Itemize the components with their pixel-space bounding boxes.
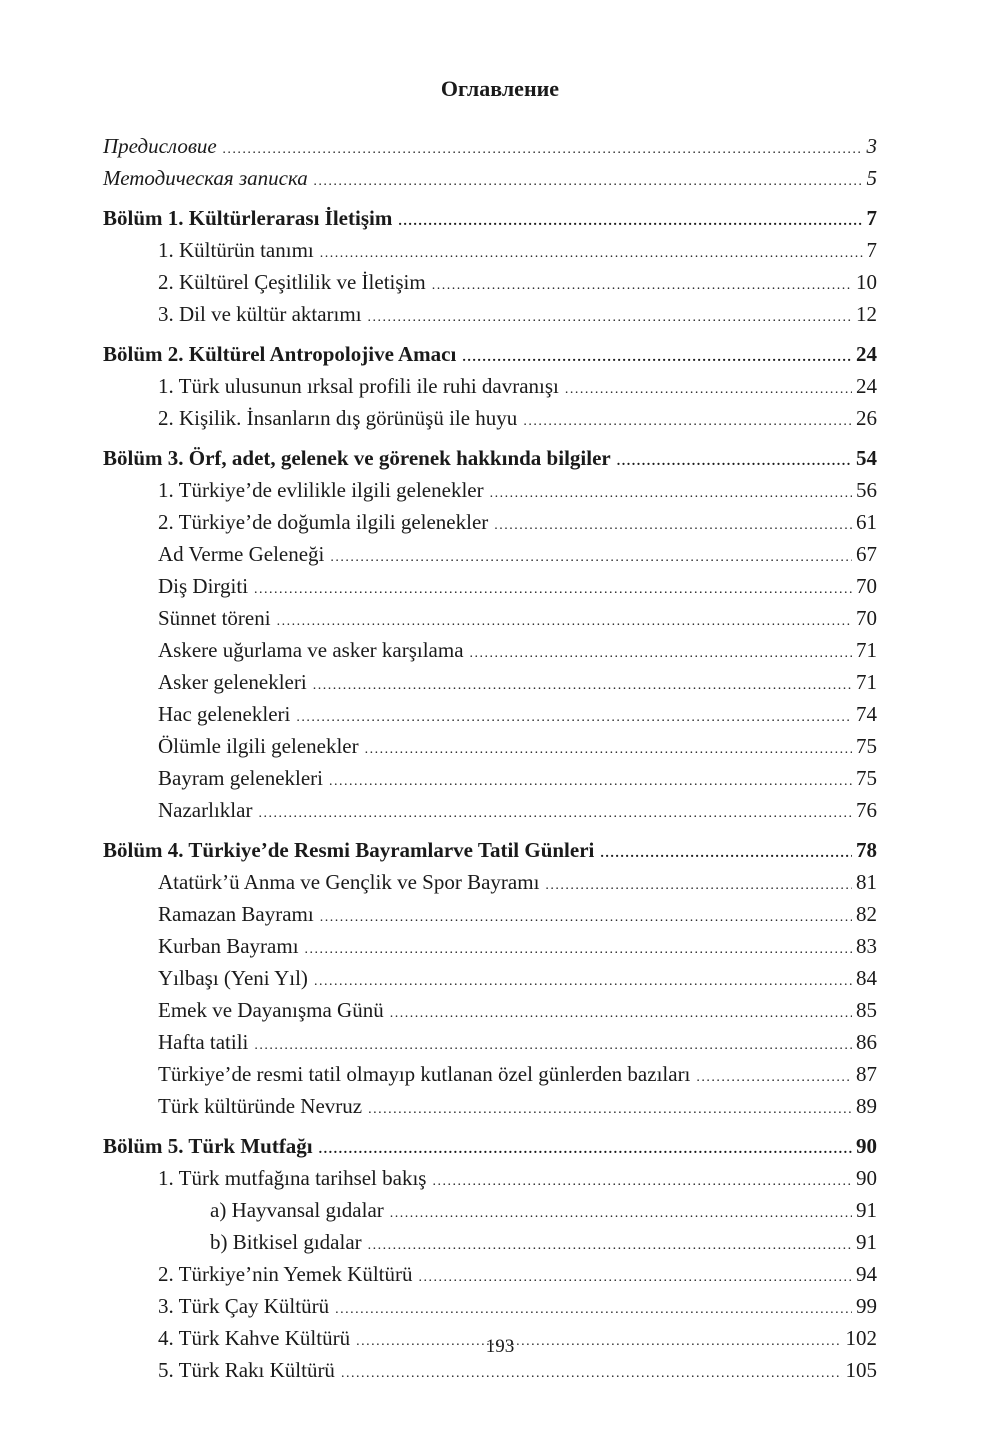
toc-chapter-heading[interactable] bbox=[0, 1132, 877, 1164]
toc-entry-page: 61 bbox=[856, 510, 877, 534]
toc-entry[interactable] bbox=[0, 796, 877, 828]
toc-entry[interactable] bbox=[0, 572, 877, 604]
toc-entry[interactable] bbox=[0, 1060, 877, 1092]
dot-leader bbox=[600, 839, 852, 868]
toc-entry-label: 5. Türk Rakı Kültürü bbox=[158, 1358, 335, 1382]
dot-leader bbox=[432, 271, 852, 300]
toc-entry[interactable] bbox=[0, 732, 877, 764]
dot-leader bbox=[419, 1263, 852, 1292]
page-number: 193 bbox=[485, 1336, 515, 1357]
toc-entry-label: Asker gelenekleri bbox=[158, 670, 307, 694]
toc-entry-page: 94 bbox=[856, 1262, 877, 1286]
toc-entry-page: 89 bbox=[856, 1094, 877, 1118]
toc-entry[interactable] bbox=[0, 372, 877, 404]
toc-entry-page: 67 bbox=[856, 542, 877, 566]
dot-leader bbox=[313, 671, 852, 700]
toc-entry[interactable] bbox=[0, 636, 877, 668]
toc-entry-label: 2. Kültürel Çeşitlilik ve İletişim bbox=[158, 270, 426, 294]
toc-entry-page: 86 bbox=[856, 1030, 877, 1054]
toc-entry-page: 71 bbox=[856, 670, 877, 694]
dot-leader bbox=[696, 1063, 852, 1092]
toc-entry[interactable] bbox=[0, 668, 877, 700]
toc-entry-page: 26 bbox=[856, 406, 877, 430]
toc-chapter-2 bbox=[0, 340, 1000, 436]
toc-entry-page: 78 bbox=[856, 838, 877, 862]
toc-entry-label: b) Bitkisel gıdalar bbox=[210, 1230, 362, 1254]
toc-entry[interactable] bbox=[0, 1356, 877, 1388]
toc-entry-page: 84 bbox=[856, 966, 877, 990]
dot-leader bbox=[254, 575, 852, 604]
dot-leader bbox=[617, 447, 852, 476]
toc-entry-page: 12 bbox=[856, 302, 877, 326]
toc-entry-page: 54 bbox=[856, 446, 877, 470]
toc-chapter-heading[interactable] bbox=[0, 836, 877, 868]
toc-entry-page: 71 bbox=[856, 638, 877, 662]
dot-leader bbox=[432, 1167, 852, 1196]
toc-entry-page: 90 bbox=[856, 1134, 877, 1158]
toc-entry-page: 10 bbox=[856, 270, 877, 294]
toc-entry[interactable] bbox=[0, 964, 877, 996]
toc-entry-page: 83 bbox=[856, 934, 877, 958]
toc-entry-page: 91 bbox=[856, 1230, 877, 1254]
dot-leader bbox=[462, 343, 852, 372]
toc-entry-page: 75 bbox=[856, 734, 877, 758]
toc-entry[interactable] bbox=[0, 1092, 877, 1124]
toc-entry-page: 81 bbox=[856, 870, 877, 894]
dot-leader bbox=[368, 1231, 852, 1260]
dot-leader bbox=[296, 703, 852, 732]
dot-leader bbox=[314, 167, 863, 196]
toc-chapter-heading[interactable] bbox=[0, 444, 877, 476]
toc-entry-page: 70 bbox=[856, 606, 877, 630]
toc-entry-label: Предисловие bbox=[103, 134, 217, 158]
toc-chapter-1 bbox=[0, 204, 1000, 332]
toc-entry-label: Askere uğurlama ve asker karşılama bbox=[158, 638, 464, 662]
toc-entry-label: 1. Türk mutfağına tarihsel bakış bbox=[158, 1166, 427, 1190]
dot-leader bbox=[320, 903, 852, 932]
toc-entry-page: 74 bbox=[856, 702, 877, 726]
toc-entry-label: Hafta tatili bbox=[158, 1030, 249, 1054]
toc-entry[interactable] bbox=[0, 268, 877, 300]
toc-entry[interactable] bbox=[0, 868, 877, 900]
dot-leader bbox=[470, 639, 852, 668]
dot-leader bbox=[523, 407, 852, 436]
toc-entry-page: 90 bbox=[856, 1166, 877, 1190]
toc-entry-page: 85 bbox=[856, 998, 877, 1022]
toc-entry[interactable] bbox=[0, 700, 877, 732]
toc-entry-label: 4. Türk Kahve Kültürü bbox=[158, 1326, 351, 1350]
dot-leader bbox=[314, 967, 852, 996]
toc-entry-front[interactable] bbox=[0, 132, 877, 164]
dot-leader bbox=[368, 303, 852, 332]
toc-entry-page: 56 bbox=[856, 478, 877, 502]
dot-leader bbox=[390, 1199, 852, 1228]
toc-entry[interactable] bbox=[0, 540, 877, 572]
toc-entry-page: 7 bbox=[866, 206, 877, 230]
toc-front-matter bbox=[0, 132, 1000, 196]
toc-entry-label: 2. Türkiye’nin Yemek Kültürü bbox=[158, 1262, 413, 1286]
toc-entry-label: Ramazan Bayramı bbox=[158, 902, 314, 926]
dot-leader bbox=[320, 239, 863, 268]
toc-entry-label: Bölüm 1. Kültürlerarası İletişim bbox=[103, 206, 393, 230]
toc-entry-page: 5 bbox=[866, 166, 877, 190]
toc-entry-page: 99 bbox=[856, 1294, 877, 1318]
toc-entry-label: Bölüm 3. Örf, adet, gelenek ve görenek hakkında bilgiler bbox=[103, 446, 611, 470]
toc-entry-front[interactable] bbox=[0, 164, 877, 196]
toc-entry-page: 87 bbox=[856, 1062, 877, 1086]
toc-entry-label: Bayram gelenekleri bbox=[158, 766, 324, 790]
dot-leader bbox=[565, 375, 852, 404]
toc-entry-page: 82 bbox=[856, 902, 877, 926]
toc-entry-label: Türk kültüründe Nevruz bbox=[158, 1094, 363, 1118]
dot-leader bbox=[223, 135, 863, 164]
toc-chapter-heading[interactable] bbox=[0, 340, 877, 372]
toc-entry-label: Atatürk’ü Anma ve Gençlik ve Spor Bayramı bbox=[158, 870, 540, 894]
toc-entry-page: 91 bbox=[856, 1198, 877, 1222]
dot-leader bbox=[341, 1359, 842, 1388]
dot-leader bbox=[545, 871, 852, 900]
dot-leader bbox=[258, 799, 852, 828]
toc-entry-label: Bölüm 2. Kültürel Antropolojive Amacı bbox=[103, 342, 457, 366]
page-title: Оглавление bbox=[440, 76, 560, 101]
toc-chapter-3 bbox=[0, 444, 1000, 828]
toc-entry-label: Yılbaşı (Yeni Yıl) bbox=[158, 966, 308, 990]
toc-entry-label: Hac gelenekleri bbox=[158, 702, 291, 726]
toc-chapter-heading[interactable] bbox=[0, 204, 877, 236]
toc-entry[interactable] bbox=[0, 1260, 877, 1292]
toc-entry-page: 102 bbox=[845, 1326, 877, 1350]
toc-entry-page: 76 bbox=[856, 798, 877, 822]
dot-leader bbox=[368, 1095, 852, 1124]
toc-entry-page: 7 bbox=[866, 238, 877, 262]
toc-entry[interactable] bbox=[0, 764, 877, 796]
dot-leader bbox=[305, 935, 852, 964]
toc-entry[interactable] bbox=[0, 900, 877, 932]
toc-entry-label: Türkiye’de resmi tatil olmayıp kutlanan özel günlerden bazıları bbox=[158, 1062, 691, 1086]
toc-entry-label: 3. Türk Çay Kültürü bbox=[158, 1294, 330, 1318]
toc-entry-page: 24 bbox=[856, 374, 877, 398]
dot-leader bbox=[490, 479, 852, 508]
toc-entry[interactable] bbox=[0, 1228, 877, 1260]
toc-entry-label: 2. Kişilik. İnsanların dış görünüşü ile huyu bbox=[158, 406, 518, 430]
toc-entry-page: 70 bbox=[856, 574, 877, 598]
toc-entry-label: Ölümle ilgili gelenekler bbox=[158, 734, 359, 758]
toc-entry-label: Sünnet töreni bbox=[158, 606, 271, 630]
dot-leader bbox=[254, 1031, 852, 1060]
toc-entry-label: Bölüm 4. Türkiye’de Resmi Bayramlarve Tatil Günleri bbox=[103, 838, 595, 862]
toc-entry[interactable] bbox=[0, 1164, 877, 1196]
dot-leader bbox=[277, 607, 852, 636]
toc-entry[interactable] bbox=[0, 508, 877, 540]
toc-entry[interactable] bbox=[0, 236, 877, 268]
toc-entry-label: Bölüm 5. Türk Mutfağı bbox=[103, 1134, 313, 1158]
toc-entry-label: 1. Türkiye’de evlilikle ilgili gelenekler bbox=[158, 478, 484, 502]
toc-entry-label: Diş Dirgiti bbox=[158, 574, 249, 598]
toc-entry-label: a) Hayvansal gıdalar bbox=[210, 1198, 384, 1222]
table-of-contents bbox=[0, 132, 1000, 1396]
toc-entry-label: Nazarlıklar bbox=[158, 798, 253, 822]
toc-entry-label: Kurban Bayramı bbox=[158, 934, 299, 958]
dot-leader bbox=[494, 511, 852, 540]
toc-entry-label: 3. Dil ve kültür aktarımı bbox=[158, 302, 362, 326]
toc-entry-label: Emek ve Dayanışma Günü bbox=[158, 998, 384, 1022]
toc-entry-label: Методическая записка bbox=[103, 166, 308, 190]
toc-entry[interactable] bbox=[0, 404, 877, 436]
dot-leader bbox=[365, 735, 852, 764]
toc-entry[interactable] bbox=[0, 1028, 877, 1060]
toc-entry-page: 105 bbox=[845, 1358, 877, 1382]
dot-leader bbox=[390, 999, 852, 1028]
toc-entry[interactable] bbox=[0, 996, 877, 1028]
toc-chapter-4 bbox=[0, 836, 1000, 1124]
toc-entry-page: 3 bbox=[866, 134, 877, 158]
toc-entry-page: 75 bbox=[856, 766, 877, 790]
dot-leader bbox=[398, 207, 862, 236]
dot-leader bbox=[330, 543, 852, 572]
dot-leader bbox=[335, 1295, 852, 1324]
dot-leader bbox=[319, 1135, 852, 1164]
toc-entry-page: 24 bbox=[856, 342, 877, 366]
toc-entry[interactable] bbox=[0, 476, 877, 508]
dot-leader bbox=[329, 767, 852, 796]
toc-entry-label: 1. Kültürün tanımı bbox=[158, 238, 314, 262]
toc-entry-label: Ad Verme Geleneği bbox=[158, 542, 325, 566]
toc-entry[interactable] bbox=[0, 300, 877, 332]
toc-entry[interactable] bbox=[0, 604, 877, 636]
toc-entry-label: 1. Türk ulusunun ırksal profili ile ruhi davranışı bbox=[158, 374, 559, 398]
toc-entry[interactable] bbox=[0, 1196, 877, 1228]
toc-entry-label: 2. Türkiye’de doğumla ilgili gelenekler bbox=[158, 510, 489, 534]
toc-entry[interactable] bbox=[0, 1292, 877, 1324]
toc-entry[interactable] bbox=[0, 932, 877, 964]
